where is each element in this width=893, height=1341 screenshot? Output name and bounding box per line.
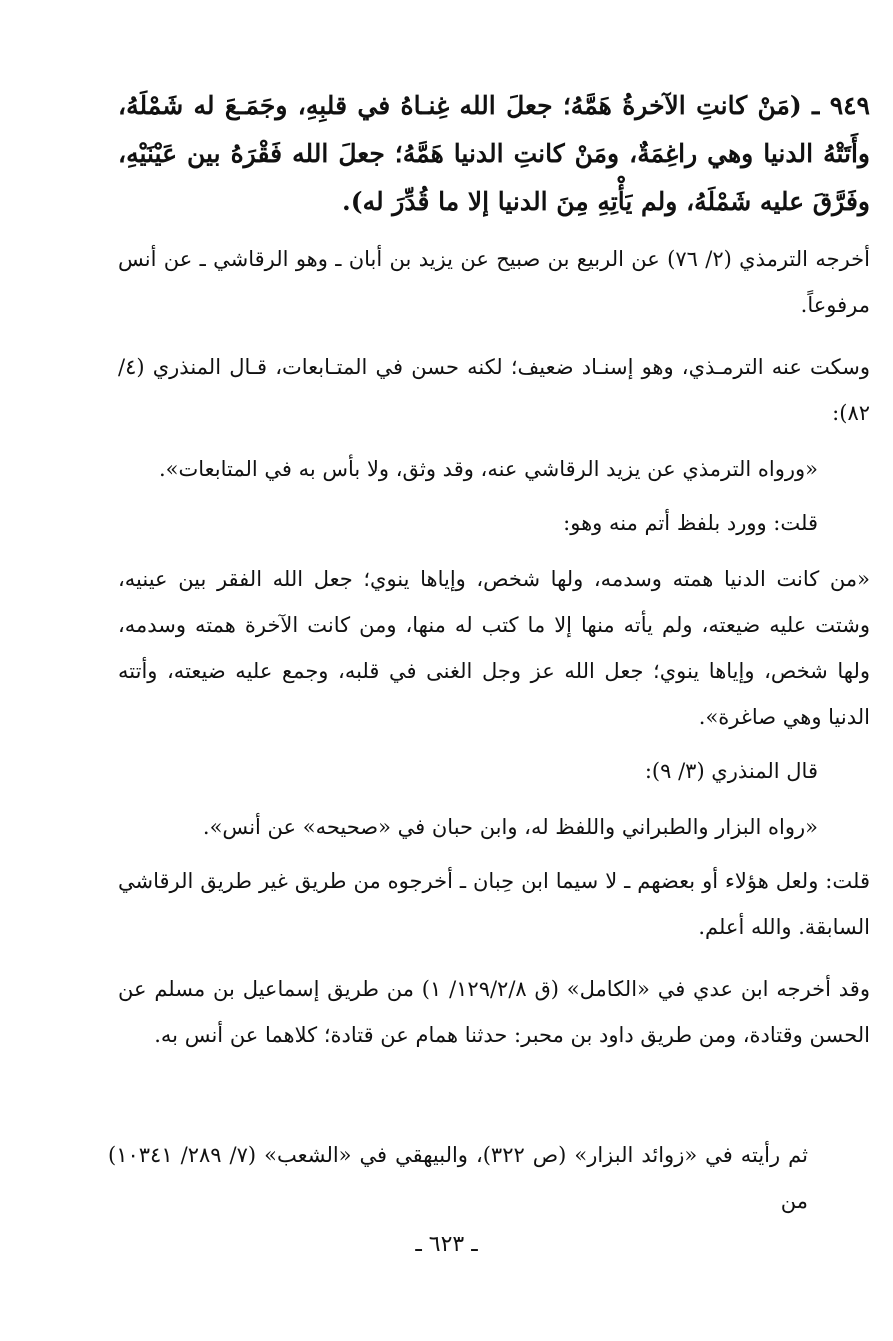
paragraph-qultu-other-routes: قلت: ولعل هؤلاء أو بعضهم ـ لا سيما ابن حِبان ـ أخرجوه من طريق غير طريق الرقاشي السابقة. والله أعلم. (118, 869, 870, 939)
hadith-text: ٩٤٩ ـ (مَنْ كانتِ الآخرةُ هَمَّهُ؛ جعلَ الله غِنـاهُ في قلبِهِ، وجَمَـعَ له شَمْلَهُ، وأَتَتْهُ الدنيا وهي راغِمَةٌ، ومَنْ كانتِ الدنيا هَمَّهُ؛ جعلَ الله فَقْرَهُ بين عَيْنَيْهِ، وفَرَّقَ عليه شَمْلَهُ، ولم يَأْتِهِ مِنَ الدنيا إلا ما قُدِّرَ له). (118, 91, 870, 216)
paragraph-mundhiri-quote: «ورواه الترمذي عن يزيد الرقاشي عنه، وقد وثق، ولا بأس به في المتابعات». (158, 457, 818, 481)
paragraph-takhrij-tirmidhi: أخرجه الترمذي (٢/ ٧٦) عن الربيع بن صبيح عن يزيد بن أبان ـ وهو الرقاشي ـ عن أنس مرفوعاً. (118, 247, 870, 317)
paragraph-isnad-comment: وسكت عنه الترمـذي، وهو إسنـاد ضعيف؛ لكنه حسن في المتـابعات، قـال المنذري (٤/ ٨٢): (118, 355, 870, 425)
paragraph-ibn-adi-kamil: وقد أخرجه ابن عدي في «الكامل» (ق ١٢٩/٢/٨/ ١) من طريق إسماعيل بن مسلم عن الحسن وقتادة، ومن طريق داود بن محبر: حدثنا همام عن قتادة؛ كلاهما عن أنس به. (118, 977, 870, 1047)
paragraph-fuller-hadith-text: «من كانت الدنيا همته وسدمه، ولها شخص، وإياها ينوي؛ جعل الله الفقر بين عينيه، وشتت عليه ضيعته، ولم يأته منها إلا ما كتب له منها، ومن كانت الآخرة همته وسدمه، ولها شخص، وإياها ينوي؛ جعل الله عز وجل الغنى في قلبه، وجمع عليه ضيعته، وأتته الدنيا وهي صاغرة». (118, 567, 870, 729)
paragraph-qultu-fuller-wording: قلت: وورد بلفظ أتم منه وهو: (563, 511, 818, 535)
paragraph-mundhiri-reference: قال المنذري (٣/ ٩): (644, 759, 818, 783)
page-number: ـ ٦٢٣ ـ (415, 1232, 478, 1257)
paragraph-zawaid-bazzar: ثم رأيته في «زوائد البزار» (ص ٣٢٢)، والبيهقي في «الشعب» (٧/ ٢٨٩/ ١٠٣٤١) من (108, 1143, 808, 1213)
paragraph-bazzar-quote: «رواه البزار والطبراني واللفظ له، وابن حبان في «صحيحه» عن أنس». (202, 815, 818, 839)
